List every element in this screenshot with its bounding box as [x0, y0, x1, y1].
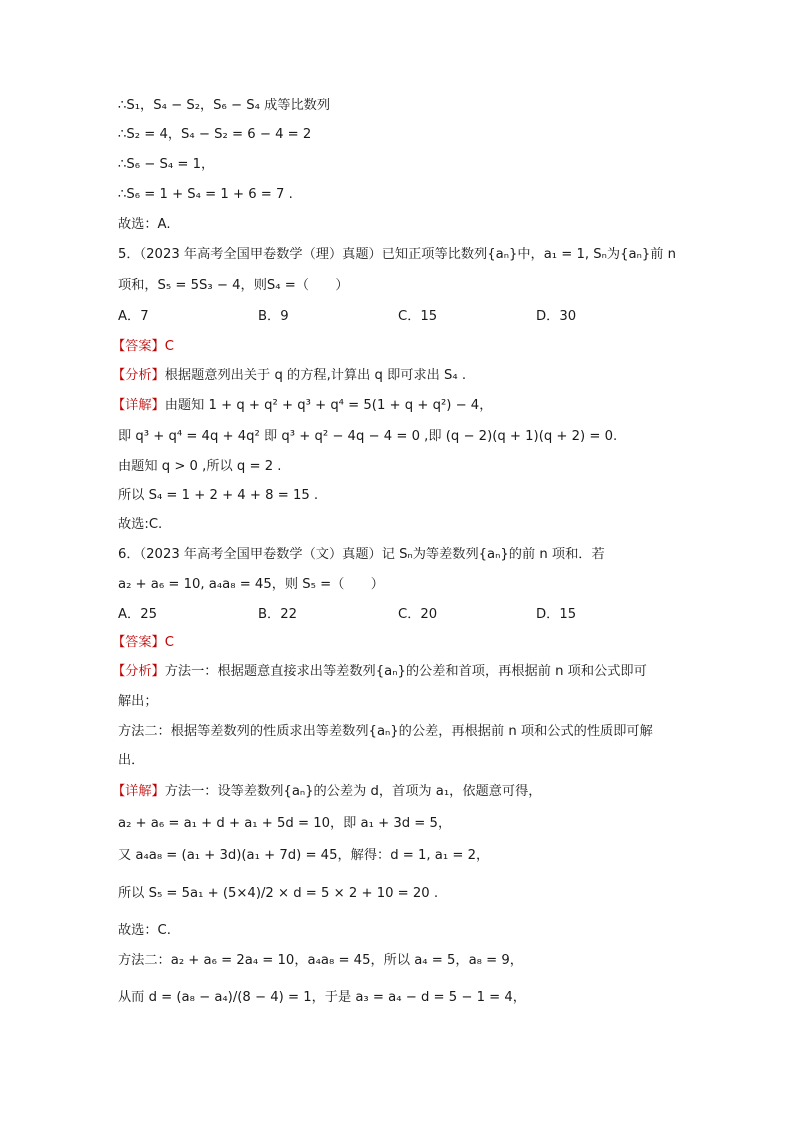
detail-line: [112, 782, 542, 802]
text-line: 所以 S₄ = 1 + 2 + 4 + 8 = 15 .: [118, 488, 319, 503]
option-b: B．22: [258, 607, 298, 622]
analysis-line: [112, 366, 466, 386]
option-c: C．20: [398, 607, 438, 622]
analysis-text: 方法一：根据题意直接求出等差数列{aₙ}的公差和首项，再根据前 n 项和公式即可: [164, 664, 647, 679]
analysis-line: [112, 662, 647, 682]
analysis-tag: 【分析】: [112, 368, 165, 383]
detail-text: 方法一：设等差数列{aₙ}的公差为 d，首项为 a₁，依题意可得，: [164, 784, 542, 799]
analysis-text: 根据题意列出关于 q 的方程,计算出 q 即可求出 S₄ .: [164, 368, 467, 383]
text-line: 方法二：a₂ + a₆ = 2a₄ = 10，a₄a₈ = 45，所以 a₄ = 5，a₈ = 9，: [118, 953, 523, 968]
option-d: D．15: [536, 607, 577, 622]
question-6-stem: 6．（2023 年高考全国甲卷数学（文）真题）记 Sₙ为等差数列{aₙ}的前 n 项和．若: [118, 547, 605, 562]
text-line: 故选：A.: [118, 217, 171, 232]
answer-label: 【答案】C: [112, 635, 174, 650]
text-line: 出．: [118, 753, 145, 768]
text-line: ∴S₂ = 4，S₄ − S₂ = 6 − 4 = 2: [118, 127, 312, 142]
option-a: A．25: [118, 607, 157, 622]
text-line: 即 q³ + q⁴ = 4q + 4q² 即 q³ + q² − 4q − 4 = 0 ,即 (q − 2)(q + 1)(q + 2) = 0.: [118, 429, 618, 444]
option-a: A．7: [118, 309, 149, 324]
text-line: 所以 S₅ = 5a₁ + (5×4)/2 × d = 5 × 2 + 10 = 20 .: [118, 886, 439, 901]
question-5-stem-cont: 项和，S₅ = 5S₃ − 4，则S₄ =（ ）: [118, 278, 349, 293]
text-line: 故选：C.: [118, 923, 171, 938]
detail-line: [112, 396, 492, 416]
text-line: ∴S₆ = 1 + S₄ = 1 + 6 = 7 .: [118, 187, 293, 202]
option-c: C．15: [398, 309, 438, 324]
option-b: B．9: [258, 309, 289, 324]
detail-tag: 【详解】: [112, 784, 165, 799]
question-5-stem: 5．（2023 年高考全国甲卷数学（理）真题）已知正项等比数列{aₙ}中，a₁ = 1, Sₙ为{aₙ}前 n: [118, 247, 676, 262]
option-d: D．30: [536, 309, 577, 324]
text-line: 故选:C.: [118, 517, 163, 532]
text-line: 又 a₄a₈ = (a₁ + 3d)(a₁ + 7d) = 45，解得：d = 1, a₁ = 2，: [118, 848, 490, 863]
text-line: a₂ + a₆ = a₁ + d + a₁ + 5d = 10，即 a₁ + 3d = 5，: [118, 816, 452, 831]
text-line: 解出；: [118, 694, 158, 709]
text-line: 方法二：根据等差数列的性质求出等差数列{aₙ}的公差，再根据前 n 项和公式的性质即可解: [118, 724, 653, 739]
text-line: ∴S₆ − S₄ = 1，: [118, 157, 215, 172]
text-line: 从而 d = (a₈ − a₄)/(8 − 4) = 1，于是 a₃ = a₄ − d = 5 − 1 = 4，: [118, 990, 526, 1005]
text-line: 由题知 q > 0 ,所以 q = 2 .: [118, 459, 282, 474]
text-line: ∴S₁，S₄ − S₂，S₆ − S₄ 成等比数列: [118, 98, 331, 113]
answer-label: 【答案】C: [112, 339, 174, 354]
analysis-tag: 【分析】: [112, 664, 165, 679]
question-6-stem-cont: a₂ + a₆ = 10, a₄a₈ = 45，则 S₅ =（ ）: [118, 577, 384, 592]
detail-text: 由题知 1 + q + q² + q³ + q⁴ = 5(1 + q + q²) − 4，: [164, 398, 493, 413]
detail-tag: 【详解】: [112, 398, 165, 413]
